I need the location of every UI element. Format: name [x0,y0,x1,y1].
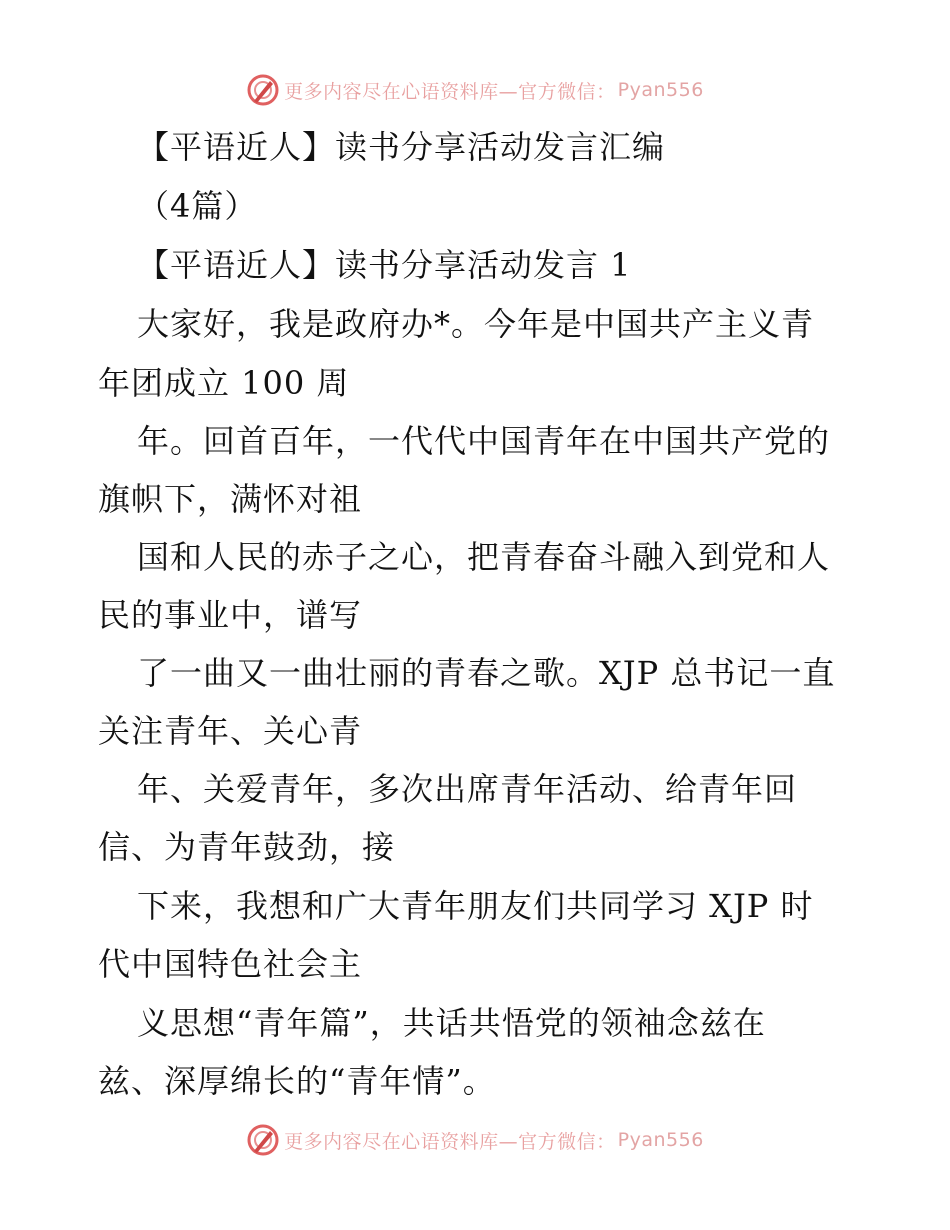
body-line: 年团成立 100 周 [98,364,350,402]
body-line: 国和人民的赤子之心，把青春奋斗融入到党和人 [137,538,831,576]
document-title-count: （4篇） [137,187,258,225]
footer-banner [0,1120,950,1160]
banner-text: 更多内容尽在心语资料库—官方微信： [284,80,616,103]
body-line: 兹、深厚绵长的“青年情”。 [98,1062,496,1100]
body-line: 年。回首百年，一代代中国青年在中国共产党的 [137,422,831,460]
pen-logo-icon [246,73,280,107]
body-line: 年、关爱青年，多次出席青年活动、给青年回 [137,770,798,808]
body-line: 义思想“青年篇”，共话共悟党的领袖念兹在 [137,1004,766,1042]
banner-text: 更多内容尽在心语资料库—官方微信： [284,1130,616,1153]
header-banner [0,70,950,110]
body-line: 下来，我想和广大青年朋友们共同学习 XJP 时 [137,887,814,925]
body-line: 旗帜下，满怀对祖 [98,480,363,518]
body-line: 信、为青年鼓劲，接 [98,828,396,866]
body-line: 代中国特色社会主 [98,945,363,983]
banner-wechat-id: Pyan556 [617,79,704,101]
section-title: 【平语近人】读书分享活动发言 1 [137,246,632,284]
document-title: 【平语近人】读书分享活动发言汇编 [137,128,666,166]
body-line: 大家好，我是政府办*。今年是中国共产主义青 [137,305,815,343]
pen-logo-icon [246,1123,280,1157]
body-line: 了一曲又一曲壮丽的青春之歌。XJP 总书记一直 [137,654,836,692]
body-line: 民的事业中，谱写 [98,596,363,634]
banner-wechat-id: Pyan556 [617,1129,704,1151]
body-line: 关注青年、关心青 [98,712,363,750]
